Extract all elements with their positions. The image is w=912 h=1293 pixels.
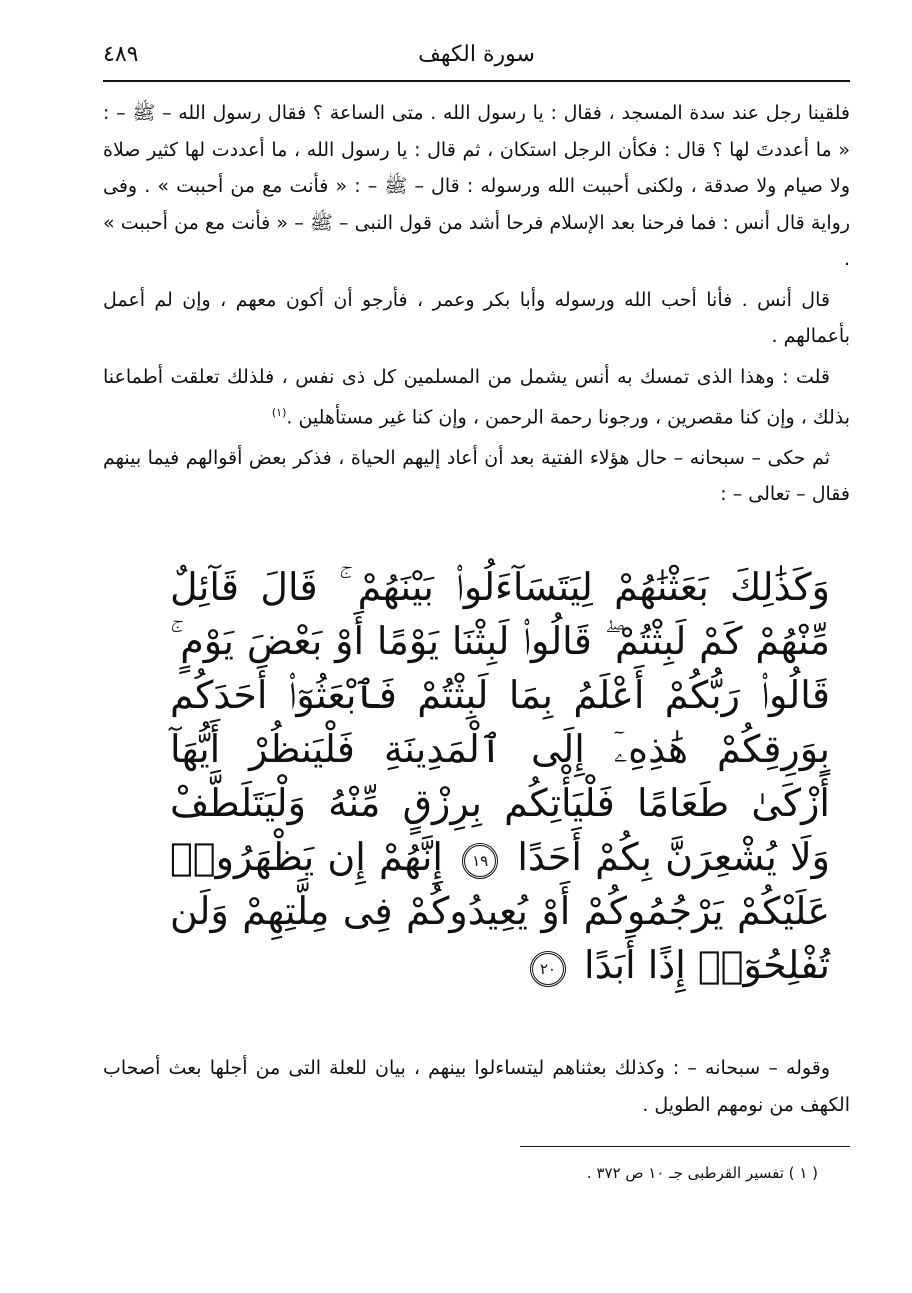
surah-title: سورة الكهف: [418, 42, 535, 67]
paragraph-transition: ثم حكى – سبحانه – حال هؤلاء الفتية بعد أن أعاد إليهم الحياة ، فذكر بعض أقوالهم فيما بينهم فقال – تعالى – :: [103, 446, 850, 506]
paragraph-author-note: [103, 359, 850, 436]
footnote-divider: [520, 1146, 850, 1147]
author-note-text: قلت : وهذا الذى تمسك به أنس يشمل من المسلمين كل ذى نفس ، فلذلك تعلقت أطماعنا بذلك ، وإن كنا مقصرين ، ورجونا رحمة الرحمن ، وإن كنا غير مستأهلين .: [103, 365, 850, 429]
header-divider: [103, 80, 850, 82]
paragraph-anas: قال أنس . فأنا أحب الله ورسوله وأبا بكر وعمر ، فأرجو أن أكون معهم ، وإن لم أعمل بأعمالهم .: [103, 288, 850, 347]
verse-20-text: إِنَّهُمْ إِن يَظْهَرُوا۟ عَلَيْكُمْ يَرْجُمُوكُمْ أَوْ يُعِيدُوكُمْ فِى مِلَّتِهِمْ وَلَن تُفْلِحُوٓا۟ إِذًا أَبَدًا: [170, 835, 830, 987]
page-number: ٤٨٩: [103, 42, 139, 67]
verse-19-text: وَكَذَٰلِكَ بَعَثْنَٰهُمْ لِيَتَسَآءَلُوا۟ بَيْنَهُمْ ۚ قَالَ قَآئِلٌ مِّنْهُمْ كَمْ لَبِثْتُمْ ۖ قَالُوا۟ لَبِثْنَا يَوْمًا أَوْ بَعْضَ يَوْمٍ ۚ قَالُوا۟ رَبُّكُمْ أَعْلَمُ بِمَا لَبِثْتُمْ فَٱبْعَثُوٓا۟ أَحَدَكُم بِوَرِقِكُمْ هَٰذِهِۦٓ إِلَى ٱلْمَدِينَةِ فَلْيَنظُرْ أَيُّهَآ أَزْكَىٰ طَعَامًا فَلْيَأْتِكُم بِرِزْقٍ مِّنْهُ وَلْيَتَلَطَّفْ وَلَا يُشْعِرَنَّ بِكُمْ أَحَدًا: [170, 565, 830, 879]
footnote: ( ١ ) تفسير القرطبى جـ ١٠ ص ٣٧٢ .: [586, 1164, 818, 1182]
commentary-text: [103, 1050, 850, 1123]
ayah-number-20: ٢٠: [530, 951, 566, 987]
main-text: [103, 95, 850, 517]
quran-verses: [170, 560, 830, 992]
ayah-number-19: ١٩: [462, 843, 498, 879]
page-header: [103, 38, 850, 78]
commentary-paragraph: وقوله – سبحانه – : وكذلك بعثناهم ليتساءلوا بينهم ، بيان للعلة التى من أجلها بعث أصحاب الكهف من نومهم الطويل .: [103, 1057, 850, 1116]
footnote-reference[interactable]: (١): [271, 406, 287, 419]
paragraph-hadith: فلقينا رجل عند سدة المسجد ، فقال : يا رسول الله . متى الساعة ؟ فقال رسول الله – ﷺ – : « ما أعددتَ لها ؟ قال : فكأن الرجل استكان ، ثم قال : يا رسول الله ، ما أعددت لها كثير صلاة ولا صيام ولا صدقة ، ولكنى أحببت الله ورسوله : قال – ﷺ – : « فأنت مع من أحببت » . وفى رواية قال أنس : فما فرحنا بعد الإسلام فرحا أشد من قول النبى – ﷺ – « فأنت مع من أحببت » .: [103, 102, 850, 270]
